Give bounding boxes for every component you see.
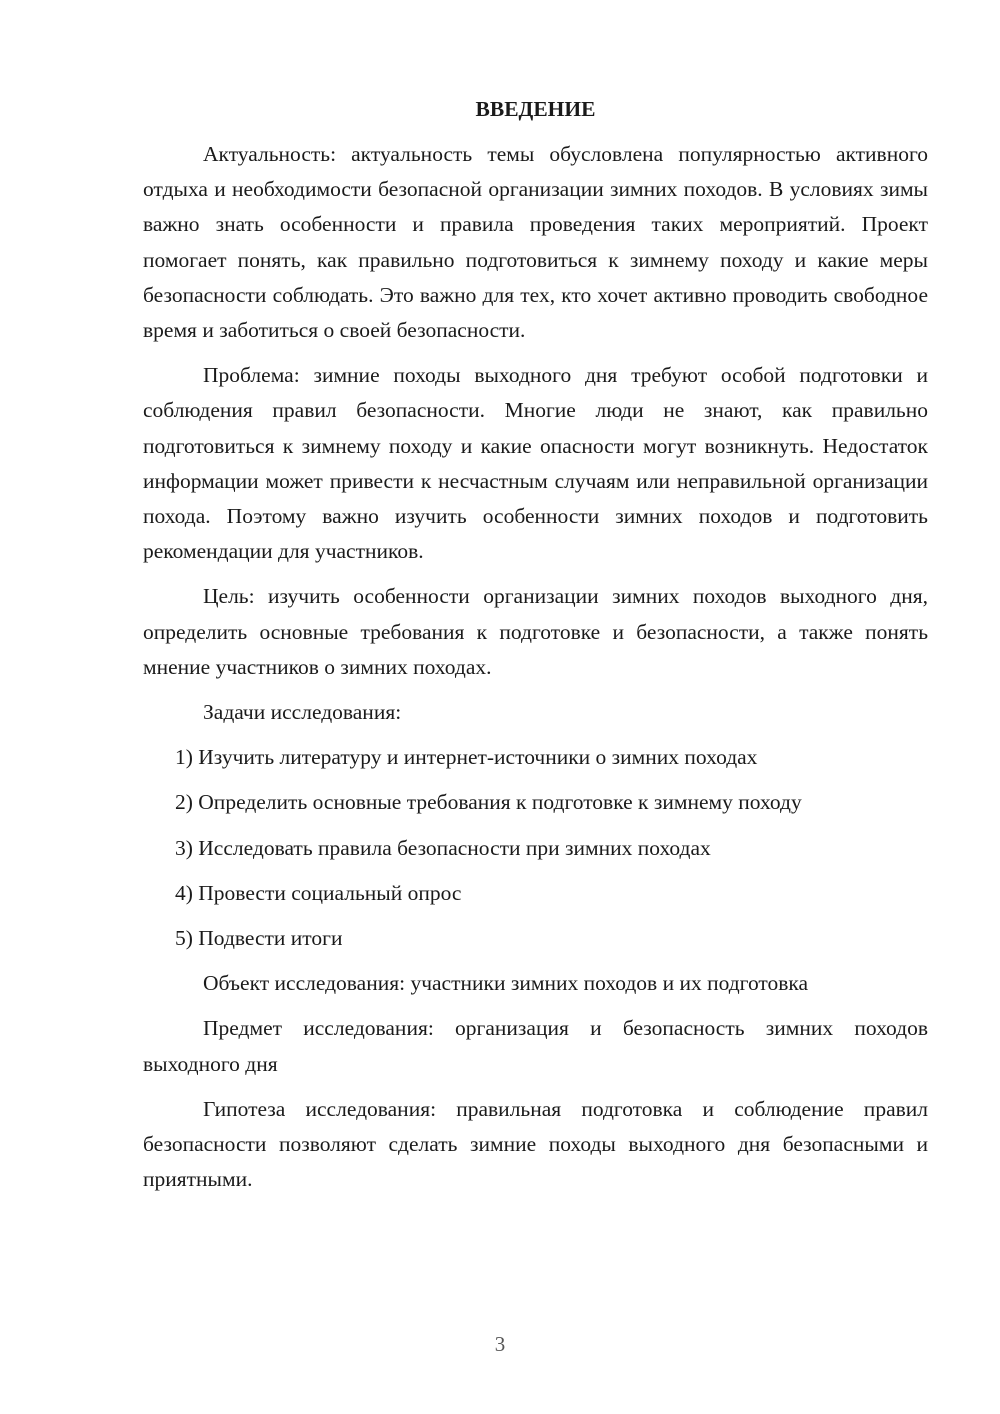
- object-paragraph: Объект исследования: участники зимних походов и их подготовка: [203, 971, 809, 996]
- task-item: 1) Изучить литературу и интернет-источники о зимних походах: [175, 745, 758, 770]
- document-page: [143, 92, 928, 1207]
- task-item: 5) Подвести итоги: [175, 926, 343, 951]
- hypothesis-paragraph: Гипотеза исследования: правильная подготовка и соблюдение правил безопасности позволяют сделать зимние походы выходного дня безопасными и приятными.: [143, 1096, 928, 1192]
- section-title: ВВЕДЕНИЕ: [475, 97, 596, 121]
- subject-paragraph: Предмет исследования: организация и безопасность зимних походов выходного дня: [143, 1016, 928, 1076]
- tasks-heading: Задачи исследования:: [203, 700, 402, 725]
- task-item: 4) Провести социальный опрос: [175, 880, 462, 905]
- relevance-paragraph: Актуальность: актуальность темы обусловлена популярностью активного отдыха и необходимости безопасной организации зимних походов. В условиях зимы важно знать особенности и правила проведения таких мероприятий. Проект помогает понять, как правильно подготовиться к зимнему походу и какие меры безопасности соблюдать. Это важно для тех, кто хочет активно проводить свободное время и заботиться о своей безопасности.: [143, 142, 928, 343]
- goal-paragraph: Цель: изучить особенности организации зимних походов выходного дня, определить основные требования к подготовке и безопасности, а также понять мнение участников о зимних походах.: [143, 584, 928, 679]
- task-item: 3) Исследовать правила безопасности при зимних походах: [175, 835, 711, 860]
- tasks-list: [143, 740, 928, 956]
- page-number: 3: [494, 1332, 506, 1356]
- task-item: 2) Определить основные требования к подготовке к зимнему походу: [175, 790, 802, 815]
- problem-paragraph: Проблема: зимние походы выходного дня требуют особой подготовки и соблюдения правил безопасности. Многие люди не знают, как правильно подготовиться к зимнему походу и какие опасности могут возникнуть. Недостаток информации может привести к несчастным случаям или неправильной организации похода. Поэтому важно изучить особенности зимних походов и подготовить рекомендации для участников.: [143, 363, 928, 564]
